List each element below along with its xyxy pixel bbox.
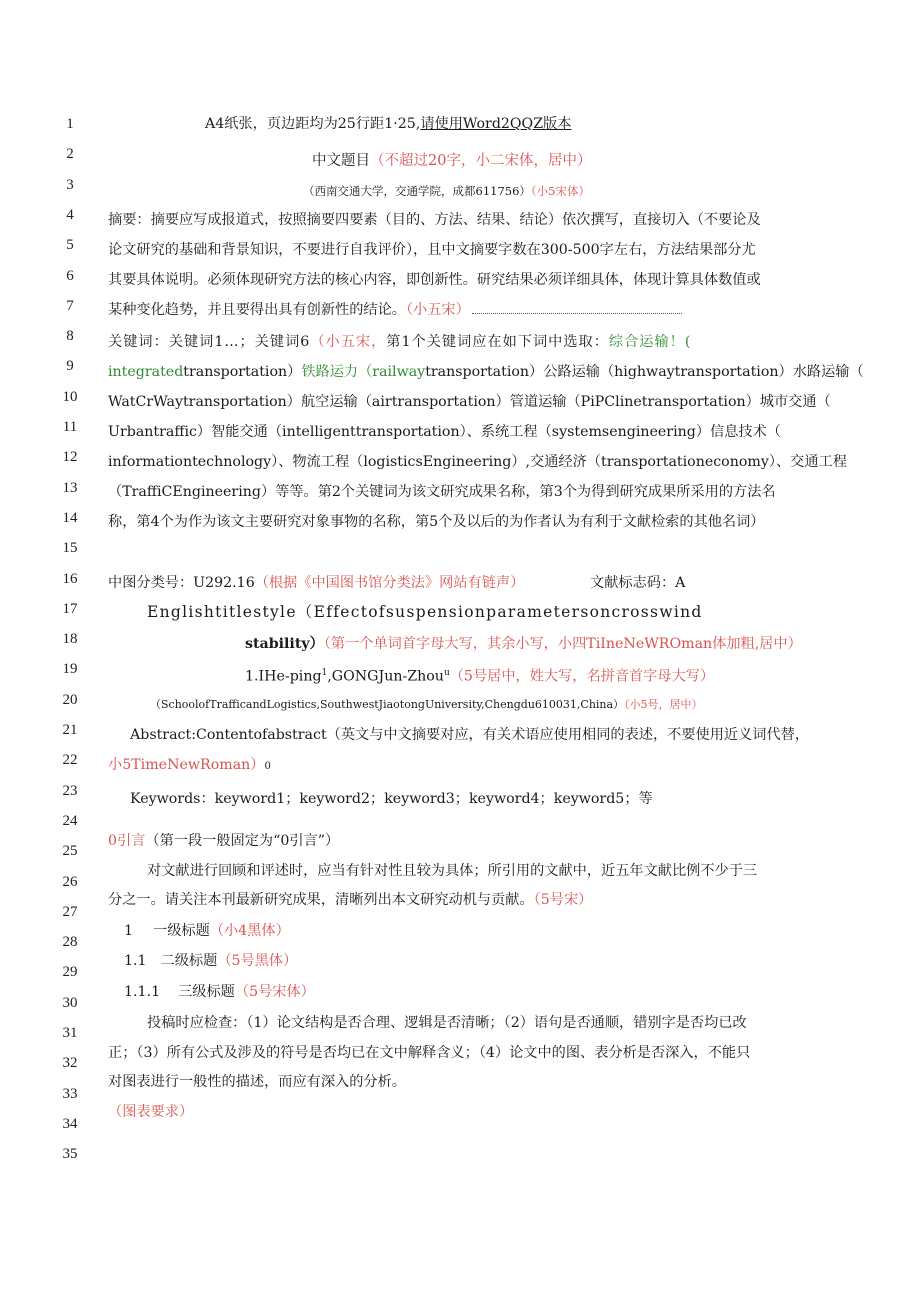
h1-number: 1: [124, 923, 134, 939]
checklist-line-2: 正；（3）所有公式及涉及的符号是否均已在文中解释含义；（4）论文中的图、表分析是否深入，不能只: [108, 1045, 751, 1061]
english-affiliation: [150, 695, 703, 715]
line-number: 35: [62, 1146, 78, 1163]
line-number: 12: [62, 449, 78, 466]
line-number: 34: [62, 1115, 78, 1132]
english-abstract-line-2: [108, 755, 271, 777]
line-number: 4: [66, 206, 74, 223]
keyword-integrated-cn: 综合运输！(: [608, 334, 692, 350]
keywords-line-6: （TraffiCEngineering）等等。第2个关键词为该文研究成果名称，第3个为得到研究成果所采用的方法名: [108, 484, 776, 500]
line-number: 8: [66, 328, 74, 345]
english-authors: [245, 663, 714, 687]
document-code: 文献标志码：A: [590, 575, 686, 591]
format-note-text: A4纸张，页边距均为25行距1·25,: [205, 116, 421, 132]
line-number: 13: [62, 479, 78, 496]
line-number: 26: [62, 873, 78, 890]
line-number: 11: [62, 419, 78, 435]
english-title-line-1: Englishtitlestyle（Effectofsuspensionparametersoncrosswind: [147, 603, 703, 621]
line-number: 16: [62, 570, 78, 587]
english-abstract-tail: 0: [264, 761, 271, 772]
line-number: 29: [62, 964, 78, 981]
line-number: 1: [66, 116, 74, 132]
clc-number: 中图分类号：U292.16: [108, 575, 255, 591]
keywords-line-2: [108, 362, 864, 382]
english-affiliation-text: （SchoolofTrafficandLogistics,SouthwestJiaotongUniversity,Chengdu610031,China）: [150, 698, 625, 711]
author-1: 1.IHe-ping: [245, 668, 322, 685]
abstract-line-3: 其要具体说明。必须体现研究方法的核心内容，即创新性。研究结果必须详细具体，体现计算具体数值或: [108, 272, 761, 288]
keywords-line-1: [108, 332, 691, 352]
keywords-note: （小五宋，: [310, 334, 387, 350]
classification: [108, 573, 524, 593]
author-2-sup: u: [443, 668, 450, 678]
english-title-end: stability）: [245, 636, 324, 652]
h1-note: （小4黑体）: [209, 923, 290, 939]
intro-heading: [108, 831, 339, 851]
line-number: 23: [62, 782, 78, 799]
line-number: 17: [62, 600, 78, 617]
english-title-note: （第一个单词首字母大写，其余小写，小四TiIneNeWROman体加粗,居中）: [323, 636, 802, 652]
abstract-line-4: [108, 300, 682, 320]
format-note-version: 请使用Word2QQZ版本: [420, 116, 572, 132]
line-number: 14: [62, 509, 78, 526]
line-number: 18: [62, 631, 78, 648]
clc-note: （根据《中国图书馆分类法》网站有链声）: [254, 575, 525, 591]
line-number: 33: [62, 1085, 78, 1102]
keywords-instruction: 第1个关键词应在如下词中选取：: [386, 334, 609, 350]
affiliation-note: （小5宋体）: [530, 184, 590, 198]
line-number: 31: [62, 1025, 78, 1041]
english-affiliation-note: （小5号，居中）: [624, 698, 703, 711]
line-number: 21: [62, 722, 78, 738]
line-number: 19: [62, 661, 78, 678]
intro-para-line-1: 对文献进行回顾和评述时，应当有针对性且较为具体；所引用的文献中，近五年文献比例不少于三: [147, 863, 758, 879]
format-note: [205, 114, 571, 134]
line-number: 24: [62, 812, 78, 829]
english-title-line-2: [245, 634, 802, 654]
line-number: 20: [62, 691, 78, 708]
h3-note: （5号宋体）: [234, 984, 315, 1000]
checklist-line-1: 投稿时应检查：（1）论文结构是否合理、逻辑是否清晰；（2）语句是否通顺，错别字是否均已改: [147, 1015, 747, 1031]
abstract-line-1: 摘要：摘要应写成报道式，按照摘要四要素（目的、方法、结果、结论）依次撰写，直接切入（不要论及: [108, 212, 761, 228]
line-number: 30: [62, 994, 78, 1011]
english-abstract-note: 小5TimeNewRoman）: [108, 757, 265, 773]
intro-para-note: （5号宋）: [533, 892, 593, 908]
heading-level-1: [124, 921, 290, 941]
line-number: 2: [66, 146, 74, 163]
line-number: 7: [66, 297, 74, 314]
line-number: 32: [62, 1055, 78, 1072]
abstract-line-4-text: 某种变化趋势，并且要得出具有创新性的结论。: [108, 302, 406, 318]
abstract-note: （小五宋）: [405, 302, 470, 318]
keyword-text: transportation）公路运输（highwaytransportation）水路运输（: [425, 364, 864, 380]
author-1-sup: 1: [321, 668, 328, 678]
intro-para-text: 分之一。请关注本刊最新研究成果，清晰列出本文研究动机与贡献。: [108, 892, 534, 908]
heading-level-3: [124, 982, 315, 1002]
h3-number: 1.1.1: [124, 984, 161, 1000]
h2-number: 1.1: [124, 953, 147, 969]
english-keywords: Keywords：keyword1；keyword2；keyword3；keyword4；keyword5；等: [130, 791, 653, 807]
h1-text: 一级标题: [153, 923, 210, 939]
line-number: 22: [62, 752, 78, 769]
keywords-label: 关键词：关键词1…；关键词6: [108, 334, 311, 350]
line-number: 9: [66, 358, 74, 375]
keywords-line-4: Urbantraffic）智能交通（intelligenttransportation）、系统工程（systemsengineering）信息技术（: [108, 424, 781, 440]
line-number: 28: [62, 934, 78, 951]
figure-requirements: （图表要求）: [108, 1104, 194, 1120]
line-number: 5: [66, 237, 74, 254]
affiliation: [303, 181, 590, 201]
english-abstract-line-1: Abstract:Contentofabstract（英文与中文摘要对应，有关术语应使用相同的表述，不要使用近义词代替，: [130, 727, 810, 743]
line-number: 25: [62, 843, 78, 860]
line-number: 10: [62, 388, 78, 405]
heading-level-2: [124, 951, 297, 971]
keywords-line-3: WatCrWaytransportation）航空运输（airtransportation）管道运输（PiPClinetransportation）城市交通（: [108, 394, 831, 410]
dotted-leader: [472, 301, 682, 314]
checklist-line-3: 对图表进行一般性的描述，而应有深入的分析。: [108, 1074, 406, 1090]
intro-para-line-2: [108, 890, 592, 910]
line-number: 3: [66, 176, 74, 193]
page-title: [312, 151, 591, 171]
keyword-integrated-en: integrated: [108, 364, 184, 380]
h3-text: 三级标题: [178, 984, 235, 1000]
title-text: 中文题目: [312, 153, 370, 169]
intro-heading-note: （第一段一般固定为“0引言”）: [145, 833, 340, 849]
keywords-line-7: 称，第4个为作为该文主要研究对象事物的名称，第5个及以后的为作者认为有利于文献检索的其他名词）: [108, 514, 765, 530]
intro-heading-text: 0引言: [108, 833, 146, 849]
line-number: 27: [62, 903, 78, 920]
line-number: 6: [66, 267, 74, 284]
keyword-text: transportation）: [183, 364, 302, 380]
abstract-line-2: 论文研究的基础和背景知识，不要进行自我评价），且中文摘要字数在300-500字左右，方法结果部分尤: [108, 242, 756, 258]
h2-text: 二级标题: [160, 953, 218, 969]
title-note: （不超过20字，小二宋体，居中）: [370, 153, 592, 169]
h2-note: （5号黑体）: [217, 953, 298, 969]
authors-note: （5号居中，姓大写，名拼音首字母大写）: [449, 668, 715, 685]
affiliation-text: （西南交通大学，交通学院，成都611756）: [303, 184, 531, 198]
keyword-railway: 铁路运力（railway: [301, 364, 426, 380]
keywords-line-5: informationtechnology）、物流工程（logisticsEngineering）,交通经济（transportationeconomy）、交通工程: [108, 454, 847, 470]
author-2: ,GONGJun-Zhou: [327, 668, 444, 685]
line-number: 15: [62, 540, 78, 557]
